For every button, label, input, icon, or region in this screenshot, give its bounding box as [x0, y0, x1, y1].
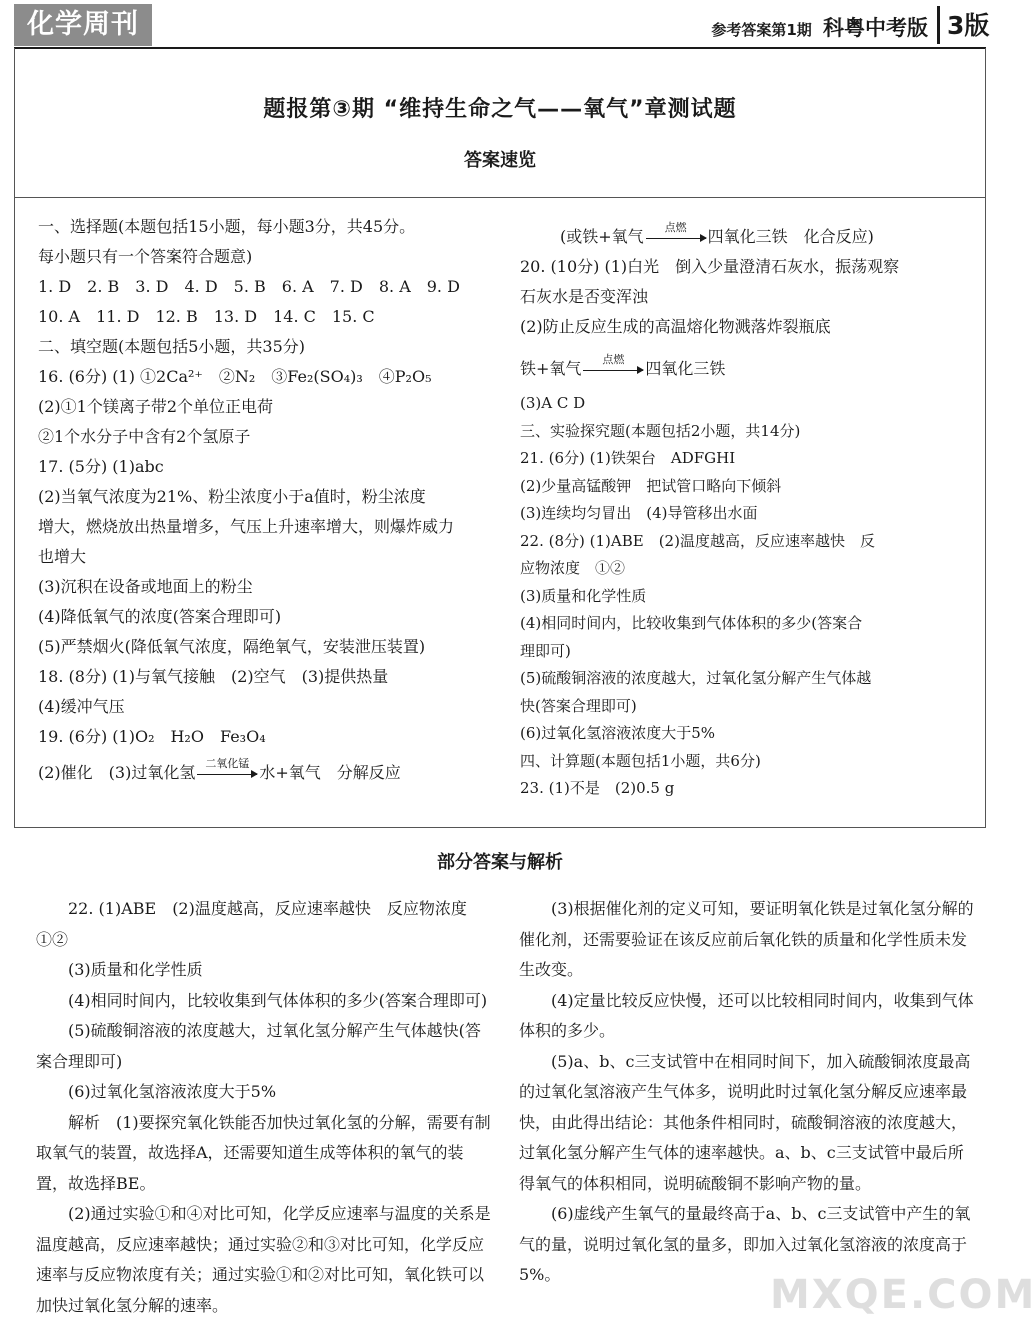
reaction-arrow [646, 221, 706, 239]
answer-line: 22. (8分) (1)ABE (2)温度越高，反应速率越快 反 [520, 531, 875, 550]
reaction-arrow [583, 353, 643, 371]
answer-line: 二、填空题(本题包括5小题，共35分) [38, 337, 306, 356]
analysis-paragraph: (3)质量和化学性质 [68, 960, 203, 979]
page-number: 3版 [947, 11, 990, 40]
answer-line: 四、计算题(本题包括1小题，共6分) [520, 751, 761, 770]
reaction-condition: 点燃 [664, 221, 687, 234]
answer-line: 快(答案合理即可) [520, 696, 637, 715]
header-divider [937, 6, 940, 44]
header-rule [14, 47, 986, 49]
quick-answers-right-list [520, 390, 980, 803]
answer-line: 也增大 [38, 547, 87, 566]
answer-line: 10. A 11. D 12. B 13. D 14. C 15. C [38, 307, 375, 326]
page-subtitle: 答案速览 [464, 150, 536, 171]
answer-line: ②1个水分子中含有2个氢原子 [38, 427, 251, 446]
quick-answers-bottom-border [14, 827, 986, 828]
answer-line: (3)A C D [520, 394, 586, 412]
box-right-border [985, 48, 986, 828]
answer-line: (3)质量和化学性质 [520, 586, 647, 605]
analysis-paragraph: (6)虚线产生氧气的量最终高于a、b、c三支试管中产生的氧气的量，说明过氧化氢的量多，即加入过氧化氢溶液的浓度高于5%。 [519, 1204, 971, 1284]
answer-line: 1. D 2. B 3. D 4. D 5. B 6. A 7. D 8. A 9. D [38, 277, 460, 296]
quick-answers-right [520, 222, 980, 803]
title-box-bottom-border [14, 197, 986, 198]
equation-product: 四氧化三铁 [645, 359, 726, 378]
answer-line: 应物浓度 ①② [520, 559, 626, 577]
reaction-arrow [197, 757, 257, 775]
answer-line: (4)相同时间内，比较收集到气体体积的多少(答案合 [520, 614, 863, 632]
answer-line: (2)①1个镁离子带2个单位正电荷 [38, 397, 274, 416]
analysis-paragraph: (4)定量比较反应快慢，还可以比较相同时间内，收集到气体体积的多少。 [519, 990, 974, 1040]
answer-line: (4)降低氧气的浓度(答案合理即可) [38, 607, 282, 626]
answer-line: 增大，燃烧放出热量增多，气压上升速率增大，则爆炸威力 [38, 517, 455, 536]
analysis-right [519, 894, 977, 1291]
answer-line: (2)少量高锰酸钾 把试管口略向下倾斜 [520, 476, 782, 495]
analysis-left [36, 894, 494, 1321]
analysis-paragraph: (5)硫酸铜溶液的浓度越大，过氧化氢分解产生气体越快(答案合理即可) [36, 1021, 481, 1071]
answer-line: (5)严禁烟火(降低氧气浓度，隔绝氧气，安装泄压装置) [38, 637, 426, 656]
equation-reactant: (或铁+氧气 [560, 227, 644, 246]
brand-logo: 化学周刊 [14, 4, 152, 46]
analysis-paragraph: 解析 (1)要探究氧化铁能否加快过氧化氢的分解，需要有制取氧气的装置，故选择A，还需要知道生成等体积的氧气的装置，故选择BE。 [36, 1112, 491, 1193]
answer-line: 19. (6分) (1)O₂ H₂O Fe₃O₄ [38, 727, 266, 746]
watermark: MXQE.COM [770, 1272, 1036, 1318]
equation-reactant: 铁+氧气 [520, 359, 582, 378]
analysis-paragraph: (3)根据催化剂的定义可知，要证明氧化铁是过氧化氢分解的催化剂，还需要验证在该反应前后氧化铁的质量和化学性质未发生改变。 [519, 899, 974, 979]
title-section [15, 52, 985, 196]
reaction-condition: 点燃 [602, 353, 625, 366]
answer-line: 23. (1)不是 (2)0.5 g [520, 779, 675, 797]
header-label: 参考答案第1期 [711, 21, 812, 39]
analysis-paragraph: (2)通过实验①和④对比可知，化学反应速率与温度的关系是温度越高，反应速率越快；通过实验②和③对比可知，化学反应速率与反应物浓度有关；通过实验①和②对比可知，氧化铁可以加快过氧化氢分解的速率。 [36, 1204, 491, 1315]
answer-line: 三、实验探究题(本题包括2小题，共14分) [520, 421, 801, 440]
answer-line: (5)硫酸铜溶液的浓度越大，过氧化氢分解产生气体越 [520, 669, 872, 687]
header-info [711, 12, 928, 42]
answer-line: (4)缓冲气压 [38, 697, 125, 716]
quick-answers-left [38, 212, 498, 788]
answer-line: 18. (8分) (1)与氧气接触 (2)空气 (3)提供热量 [38, 667, 389, 686]
page-title: 题报第③期 “维持生命之气——氧气”章测试题 [263, 97, 737, 122]
equation-product: 四氧化三铁 化合反应) [707, 227, 874, 246]
answer-line: (3)沉积在设备或地面上的粉尘 [38, 577, 253, 596]
equation-line [38, 758, 498, 788]
equation-line [520, 354, 980, 384]
equation-reactant: (2)催化 (3)过氧化氢 [38, 763, 196, 782]
reaction-condition: 二氧化锰 [205, 757, 250, 770]
analysis-paragraph: (5)a、b、c三支试管中在相同时间下，加入硫酸铜浓度最高的过氧化氢溶液产生气体多，说明此时过氧化氢分解反应速率最快，由此得出结论：其他条件相同时，硫酸铜溶液的浓度越大，过氧化氢分解产生气体的速率越快。a、b、c三支试管中最后所得氧气的体积相同，说明硫酸铜不影响产物的量。 [519, 1051, 971, 1193]
answer-line: 20. (10分) (1)白光 倒入少量澄清石灰水，振荡观察 [520, 257, 900, 276]
answer-line: 21. (6分) (1)铁架台 ADFGHI [520, 449, 736, 467]
header-edition: 科粤中考版 [823, 16, 928, 40]
answer-line: 16. (6分) (1) ①2Ca²⁺ ②N₂ ③Fe₂(SO₄)₃ ④P₂O₅ [38, 367, 432, 386]
answer-line: (2)防止反应生成的高温熔化物溅落炸裂瓶底 [520, 317, 831, 336]
answer-line: 每小题只有一个答案符合题意) [38, 247, 253, 266]
equation-product: 水+氧气 分解反应 [259, 763, 401, 782]
answer-line: 17. (5分) (1)abc [38, 457, 164, 476]
equation-line [560, 222, 980, 252]
answer-line: (6)过氧化氢溶液浓度大于5% [520, 724, 716, 742]
answer-line: 石灰水是否变浑浊 [520, 287, 649, 306]
analysis-paragraph: 22. (1)ABE (2)温度越高，反应速率越快 反应物浓度 ①② [36, 899, 483, 949]
answer-line: (3)连续均匀冒出 (4)导管移出水面 [520, 504, 758, 522]
answer-line: (2)当氧气浓度为21%、粉尘浓度小于a值时，粉尘浓度 [38, 487, 426, 506]
analysis-paragraph: (6)过氧化氢溶液浓度大于5% [68, 1082, 277, 1101]
page-header [0, 0, 1000, 48]
answer-line: 理即可) [520, 641, 571, 660]
analysis-paragraph: (4)相同时间内，比较收集到气体体积的多少(答案合理即可) [68, 990, 488, 1010]
analysis-title: 部分答案与解析 [437, 852, 563, 873]
answer-line: 一、选择题(本题包括15小题，每小题3分，共45分。 [38, 217, 416, 236]
